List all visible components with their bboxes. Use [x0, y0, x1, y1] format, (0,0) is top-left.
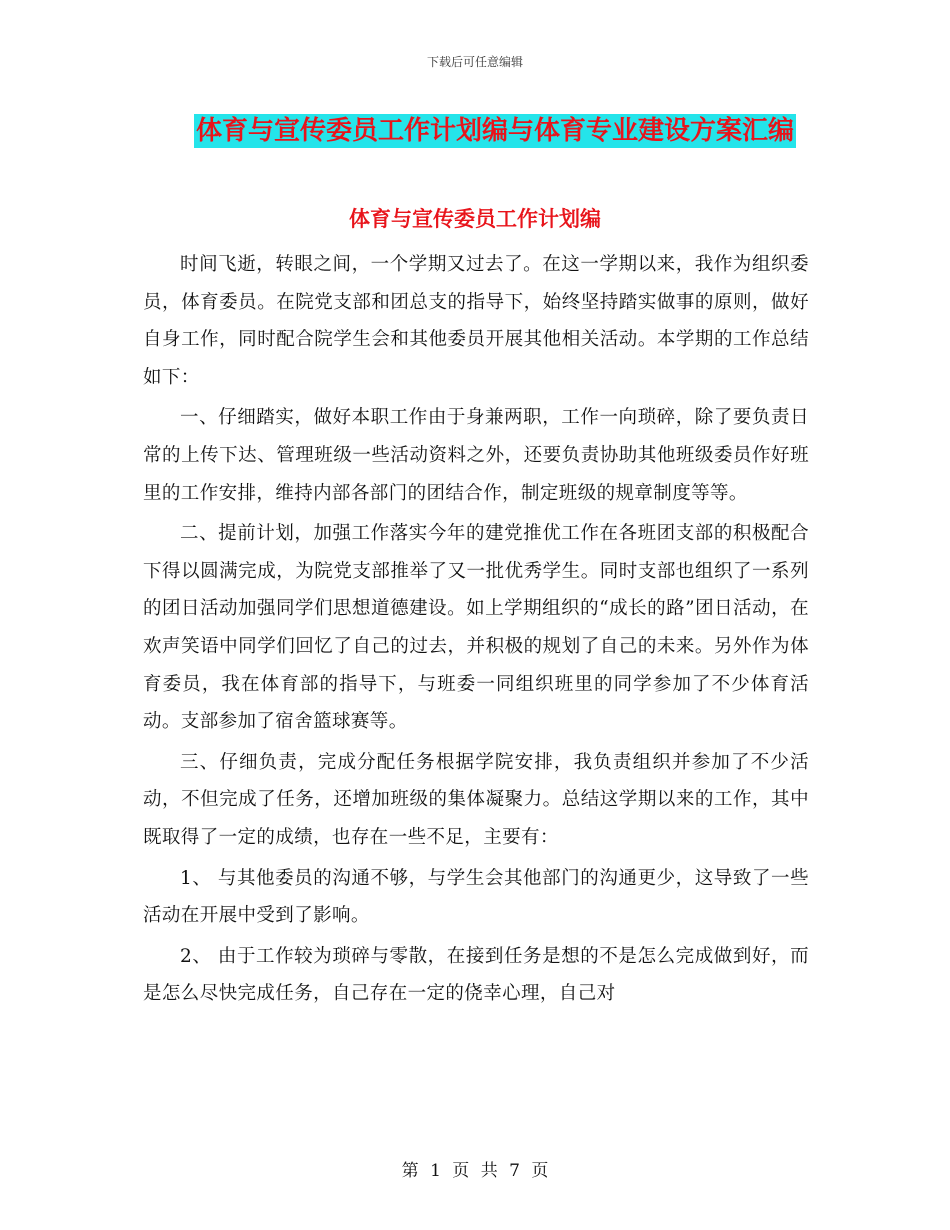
header-note: 下载后可任意编辑 — [426, 55, 523, 69]
paragraph: 一、仔细踏实，做好本职工作由于身兼两职，工作一向琐碎，除了要负责日常的上传下达、管理班级一些活动资料之外，还要负责协助其他班级委员作好班里的工作安排，维持内部各部门的团结合作，制定班级的规章制度等等。 — [143, 407, 809, 504]
page-footer: 第 1 页 共 7 页 — [401, 1161, 549, 1181]
document-title: 体育与宣传委员工作计划编与体育专业建设方案汇编 — [196, 116, 795, 146]
paragraph: 1、 与其他委员的沟通不够，与学生会其他部门的沟通更少，这导致了一些活动在开展中受到了影响。 — [143, 867, 809, 927]
paragraph: 2、 由于工作较为琐碎与零散，在接到任务是想的不是怎么完成做到好，而是怎么尽快完成任务，自己存在一定的侥幸心理，自己对 — [143, 945, 809, 1005]
paragraph: 三、仔细负责，完成分配任务根据学院安排，我负责组织并参加了不少活动，不但完成了任务，还增加班级的集体凝聚力。总结这学期以来的工作，其中既取得了一定的成绩，也存在一些不足，主要有： — [143, 751, 809, 848]
body-text — [143, 246, 809, 1016]
paragraph: 时间飞逝，转眼之间，一个学期又过去了。在这一学期以来，我作为组织委员，体育委员。在院党支部和团总支的指导下，始终坚持踏实做事的原则，做好自身工作，同时配合院学生会和其他委员开展其他相关活动。本学期的工作总结如下： — [143, 254, 809, 388]
section-title: 体育与宣传委员工作计划编 — [349, 206, 601, 231]
paragraph: 二、提前计划，加强工作落实今年的建党推优工作在各班团支部的积极配合下得以圆满完成，为院党支部推举了又一批优秀学生。同时支部也组织了一系列的团日活动加强同学们思想道德建设。如上学期组织的“成长的路”团日活动，在欢声笑语中同学们回忆了自己的过去，并积极的规划了自己的未来。另外作为体育委员，我在体育部的指导下，与班委一同组织班里的同学参加了不少体育活动。支部参加了宿舍篮球赛等。 — [143, 523, 809, 733]
